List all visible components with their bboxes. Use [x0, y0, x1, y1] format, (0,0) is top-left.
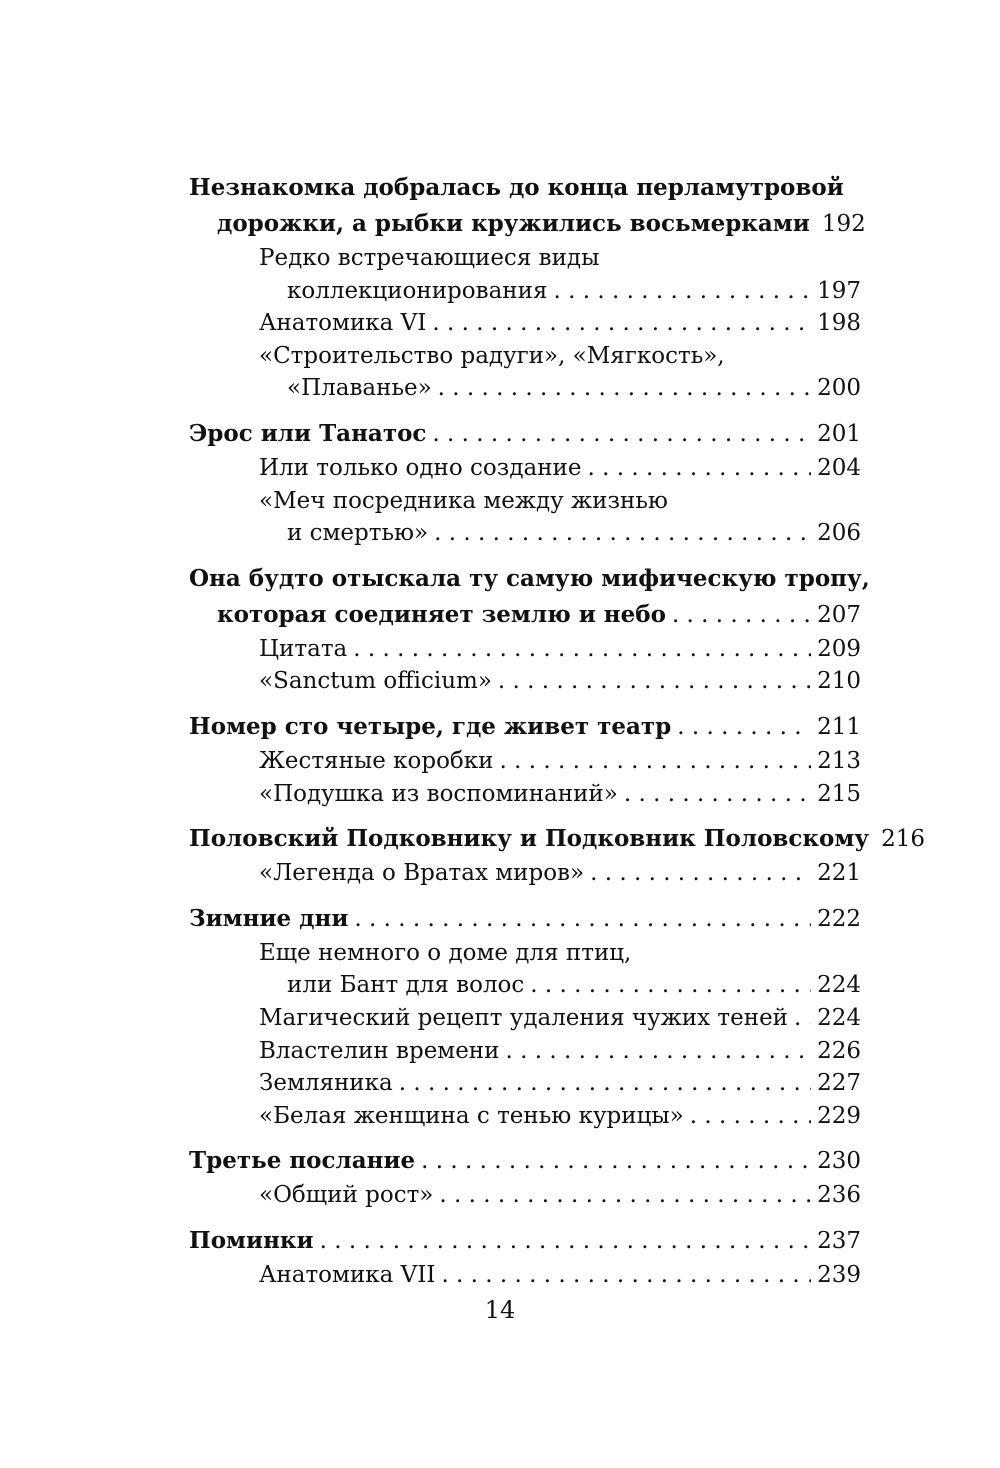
toc-line — [189, 821, 925, 857]
dot-leader — [439, 1179, 811, 1212]
toc-line — [259, 778, 861, 811]
dot-leader — [690, 1100, 811, 1133]
dot-leader — [794, 1002, 811, 1035]
toc-line — [259, 969, 861, 1002]
toc-line — [189, 597, 861, 633]
toc-subentry — [189, 745, 861, 778]
toc-chapter — [189, 1223, 861, 1259]
toc-entry-title: Цитата — [259, 635, 348, 662]
toc-line — [189, 170, 861, 206]
toc-line — [259, 517, 861, 550]
toc-entry-title: Третье послание — [189, 1147, 416, 1175]
toc-entry-title: Еще немного о доме для птиц, — [259, 939, 632, 966]
toc-entry-title: Редко встречающиеся виды — [259, 245, 600, 271]
toc-chapter — [189, 561, 870, 633]
toc-entry-title: Зимние дни — [189, 904, 349, 932]
dot-leader — [590, 857, 811, 890]
dot-leader — [353, 633, 811, 666]
toc-chapter — [189, 709, 861, 745]
toc-page-number: 230 — [817, 1148, 861, 1175]
toc-page-number: 215 — [817, 780, 861, 807]
dot-leader — [553, 275, 811, 308]
toc-line — [259, 485, 861, 518]
toc-page-number: 200 — [817, 375, 861, 402]
toc-line — [189, 416, 861, 452]
toc-page-number: 210 — [817, 668, 861, 695]
toc-entry-title: или Бант для волос — [287, 972, 525, 999]
toc-page-number: 207 — [817, 601, 861, 628]
toc-line — [259, 1002, 861, 1035]
toc-entry-title: «Строительство радуги», «Мягкость», — [259, 342, 725, 369]
dot-leader — [498, 665, 811, 698]
toc-line — [259, 307, 861, 340]
dot-leader — [438, 372, 811, 405]
toc-subentry — [189, 485, 861, 550]
toc-entry-title: Земляника — [259, 1070, 393, 1097]
toc-entry-title: и смертью» — [287, 520, 429, 547]
toc-line — [259, 1259, 861, 1292]
toc-entry-title: Эрос или Танатос — [189, 419, 427, 447]
toc-page-number: 197 — [817, 277, 861, 304]
toc-entry-title: Анатомика VI — [259, 310, 427, 337]
toc-page-number: 237 — [817, 1227, 861, 1254]
table-of-contents — [189, 170, 925, 1291]
toc-entry-title: «Sanctum officium» — [259, 668, 492, 695]
toc-entry-title: Магический рецепт удаления чужих теней — [259, 1004, 789, 1031]
toc-line — [259, 1179, 861, 1212]
toc-entry-title: дорожки, а рыбки кружились восьмерками — [217, 210, 810, 237]
toc-page-number: 221 — [817, 860, 861, 887]
toc-entry-title: «Плаванье» — [287, 375, 432, 402]
toc-entry-title: Жестяные коробки — [259, 747, 494, 774]
toc-page-number: 224 — [817, 1004, 861, 1031]
toc-subentry — [189, 1100, 861, 1133]
toc-subentry — [189, 857, 861, 890]
dot-leader — [441, 1259, 811, 1292]
toc-page-number: 201 — [817, 420, 861, 447]
toc-chapter — [189, 821, 925, 857]
dot-leader — [432, 307, 811, 340]
toc-entry-title: Номер сто четыре, где живет театр — [189, 712, 672, 740]
toc-subentry — [189, 1259, 861, 1292]
dot-leader — [434, 517, 811, 550]
toc-subentry — [189, 1067, 861, 1100]
toc-page-number: 222 — [817, 905, 861, 932]
toc-line — [189, 709, 861, 745]
toc-subentry — [189, 937, 861, 1002]
dot-leader — [354, 901, 811, 937]
toc-subentry — [189, 452, 861, 485]
toc-entry-title: Незнакомка добралась до конца перламутровой — [189, 174, 844, 201]
toc-line — [259, 1067, 861, 1100]
toc-entry-title: «Белая женщина с тенью курицы» — [259, 1102, 684, 1129]
toc-line — [259, 372, 861, 405]
dot-leader — [421, 1143, 811, 1179]
toc-page-number: 216 — [881, 826, 925, 853]
toc-chapter — [189, 170, 866, 242]
toc-subentry — [189, 665, 861, 698]
toc-line — [189, 901, 861, 937]
toc-page-number: 209 — [817, 635, 861, 662]
dot-leader — [320, 1223, 811, 1259]
toc-subentry — [189, 1179, 861, 1212]
dot-leader — [677, 709, 811, 745]
toc-page-number: 227 — [817, 1070, 861, 1097]
toc-line — [259, 1100, 861, 1133]
toc-entry-title: Или только одно создание — [259, 454, 582, 481]
toc-entry-title: Половский Подковнику и Подковник Половскому — [189, 825, 870, 853]
toc-subentry — [189, 1002, 861, 1035]
toc-page-number: 211 — [817, 713, 861, 740]
toc-line — [259, 745, 861, 778]
toc-page-number: 206 — [817, 520, 861, 547]
toc-line — [189, 206, 866, 242]
toc-line — [259, 340, 861, 373]
dot-leader — [432, 416, 811, 452]
toc-page-number: 236 — [817, 1182, 861, 1209]
toc-page-number: 226 — [817, 1037, 861, 1064]
toc-chapter — [189, 416, 861, 452]
toc-subentry — [189, 340, 861, 405]
toc-line — [259, 857, 861, 890]
dot-leader — [624, 778, 811, 811]
page-number: 14 — [484, 1296, 516, 1324]
dot-leader — [399, 1067, 811, 1100]
toc-page-number: 192 — [821, 211, 866, 237]
toc-entry-title: которая соединяет землю и небо — [217, 600, 666, 628]
toc-page-number: 198 — [817, 310, 861, 337]
toc-page-number: 224 — [817, 972, 861, 999]
toc-line — [259, 242, 861, 275]
dot-leader — [505, 1035, 811, 1068]
toc-entry-title: «Подушка из воспоминаний» — [259, 780, 618, 807]
dot-leader — [530, 969, 811, 1002]
toc-page-number: 213 — [817, 747, 861, 774]
toc-line — [259, 633, 861, 666]
dot-leader — [672, 597, 811, 633]
toc-chapter — [189, 901, 861, 937]
toc-subentry — [189, 242, 861, 307]
toc-entry-title: коллекционирования — [287, 277, 548, 304]
toc-line — [259, 452, 861, 485]
toc-entry-title: Она будто отыскала ту самую мифическую тропу, — [189, 564, 870, 592]
toc-line — [259, 937, 861, 970]
toc-subentry — [189, 633, 861, 666]
toc-entry-title: Анатомика VII — [259, 1261, 436, 1288]
toc-subentry — [189, 307, 861, 340]
toc-entry-title: «Меч посредника между жизнью — [259, 487, 668, 514]
toc-entry-title: «Общий рост» — [259, 1182, 434, 1209]
toc-page-number: 204 — [817, 454, 861, 481]
toc-line — [189, 1143, 861, 1179]
toc-page-number: 229 — [817, 1102, 861, 1129]
toc-line — [259, 665, 861, 698]
toc-subentry — [189, 1035, 861, 1068]
dot-leader — [499, 745, 811, 778]
toc-chapter — [189, 1143, 861, 1179]
toc-entry-title: Поминки — [189, 1226, 314, 1254]
toc-entry-title: «Легенда о Вратах миров» — [259, 860, 585, 887]
toc-line — [259, 1035, 861, 1068]
dot-leader — [587, 452, 811, 485]
toc-line — [189, 1223, 861, 1259]
toc-subentry — [189, 778, 861, 811]
toc-page-number: 239 — [817, 1261, 861, 1288]
toc-line — [189, 561, 870, 597]
toc-line — [259, 275, 861, 308]
toc-entry-title: Властелин времени — [259, 1037, 500, 1064]
